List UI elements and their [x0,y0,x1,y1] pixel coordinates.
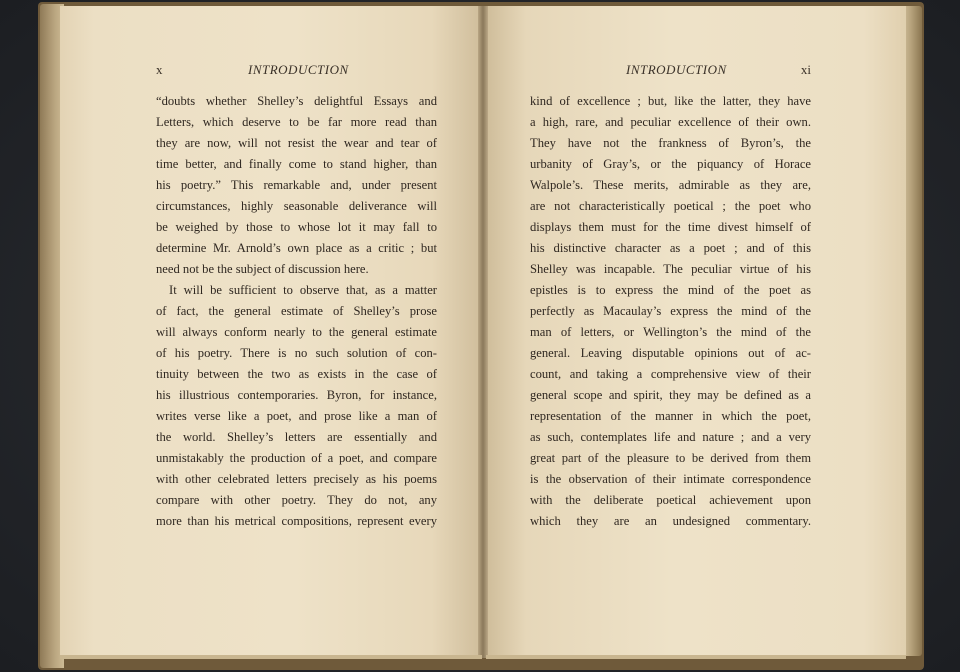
left-running-header [156,62,437,82]
right-running-head-title: INTRODUCTION [626,62,727,77]
text-line: urbanity of Gray’s, or the piquancy of Horace [530,157,811,171]
text-line: count, and taking a comprehensive view of their [530,367,811,381]
right-folio: xi [800,62,811,77]
text-line: compare with other poetry. They do not, any [156,493,437,507]
left-page-text [156,91,437,532]
text-line: displays them must for the time divest himself of [530,220,811,234]
text-line: Letters, which deserve to be far more read than [156,115,437,129]
text-line: Shelley was incapable. The peculiar virtue of his [530,262,811,276]
text-line: man of letters, or Wellington’s the mind of the [530,325,811,339]
text-line: of fact, the general estimate of Shelley’s prose [156,304,437,318]
text-line: unmistakably the production of a poet, and compare [156,451,437,465]
text-line: his poetry.” This remarkable and, under present [156,178,437,192]
left-folio: x [156,62,163,77]
text-line: a high, rare, and peculiar excellence of their own. [530,115,811,129]
text-line: with other celebrated letters precisely as his poems [156,472,437,486]
text-line: with the deliberate poetical achievement upon [530,493,811,507]
right-running-header [530,62,811,82]
text-line: kind of excellence ; but, like the latter, they have [530,94,811,108]
text-line: writes verse like a poet, and prose like a man of [156,409,437,423]
text-line: determine Mr. Arnold’s own place as a critic ; but [156,241,437,255]
text-line: perfectly as Macaulay’s express the mind of the [530,304,811,318]
text-line: his illustrious contemporaries. Byron, for instance, [156,388,437,402]
text-line: time better, and finally come to stand higher, than [156,157,437,171]
text-line: be weighed by those to whose lot it may fall to [156,220,437,234]
text-line: circumstances, highly seasonable deliverance will [156,199,437,213]
text-line: representation of the manner in which the poet, [530,409,811,423]
text-line: great part of the pleasure to be derived from them [530,451,811,465]
right-page-text [530,91,811,532]
text-line: as such, contemplates life and nature ; and a very [530,430,811,444]
text-line: general scope and spirit, they may be defined as a [530,388,811,402]
right-page-bottom-edge [486,655,906,659]
left-page-bottom-edge [60,655,482,659]
text-line: which they are an undesigned commentary. [530,514,811,528]
text-line: “doubts whether Shelley’s delightful Essays and [156,94,437,108]
text-line: They have not the frankness of Byron’s, the [530,136,811,150]
text-line: more than his metrical compositions, represent every [156,514,437,528]
text-line: It will be sufficient to observe that, as a matter [169,283,437,297]
book-gutter [478,6,488,658]
text-line: his distinctive character as a poet ; and of this [530,241,811,255]
text-line: will always conform nearly to the general estimate [156,325,437,339]
left-running-head-title: INTRODUCTION [248,62,349,77]
text-line: need not be the subject of discussion here. [156,262,369,276]
text-line: Walpole’s. These merits, admirable as they are, [530,178,811,192]
text-line: epistles is to express the mind of the poet as [530,283,811,297]
text-line: of his poetry. There is no such solution of con- [156,346,437,360]
text-line: is the observation of their intimate correspondence [530,472,811,486]
text-line: tinuity between the two as exists in the case of [156,367,437,381]
text-line: they are now, will not resist the wear and tear of [156,136,437,150]
text-line: general. Leaving disputable opinions out of ac- [530,346,811,360]
text-line: the world. Shelley’s letters are essentially and [156,430,437,444]
text-line: are not characteristically poetical ; the poet who [530,199,811,213]
